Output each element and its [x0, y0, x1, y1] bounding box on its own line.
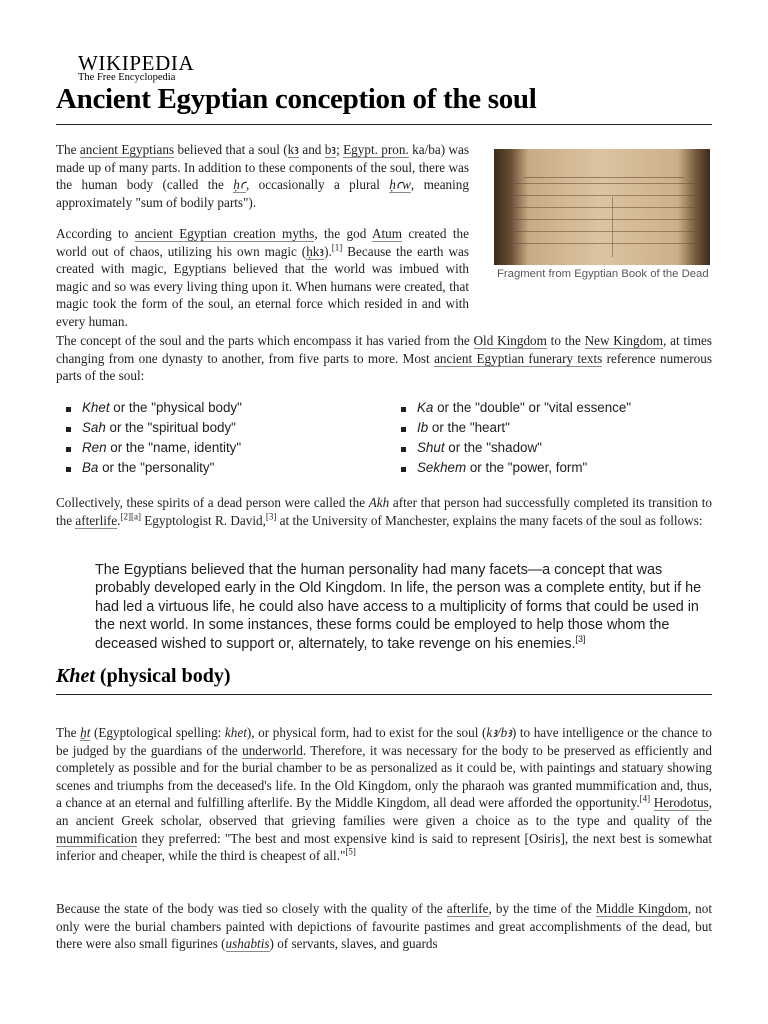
book-of-the-dead-image[interactable] — [494, 149, 710, 265]
link-middle-kingdom[interactable]: Middle Kingdom — [595, 901, 688, 916]
list-item: Ren or the "name, identity" — [60, 438, 242, 458]
section-heading-khet: Khet (physical body) — [56, 665, 231, 687]
reference-2[interactable]: [2] — [120, 511, 131, 522]
link-herodotus[interactable]: Herodotus — [653, 795, 709, 811]
soul-parts-list-left — [60, 398, 242, 478]
page-title: Ancient Egyptian conception of the soul — [56, 83, 537, 115]
list-item: Ka or the "double" or "vital essence" — [395, 398, 631, 418]
list-item: Khet or the "physical body" — [60, 398, 242, 418]
link-creation-myths[interactable]: ancient Egyptian creation myths — [134, 226, 315, 241]
reference-3[interactable]: [3] — [265, 511, 277, 522]
link-underworld[interactable]: underworld — [242, 742, 303, 758]
reference-3-quote[interactable]: [3] — [575, 633, 586, 644]
link-afterlife[interactable]: afterlife — [75, 512, 118, 528]
link-ushabtis[interactable]: ushabtis — [225, 936, 270, 952]
image-caption: Fragment from Egyptian Book of the Dead — [497, 268, 709, 280]
khet-paragraph-1: The ẖt (Egyptological spelling: khet), or physical form, had to exist for the soul (kꜣ/bꜣ) to have intelligence or the chance to be judged by the guardians of the underworld. Therefore, it was necessary for the body to be preserved as efficiently and completely as possible and for the burial chamber to be as personalized as it could be, with paintings and statuary showing scenes and triumphs from the deceased's life. In the Old Kingdom, only the pharaoh was granted mummification and, thus, a chance at an eternal and fulfilling afterlife. By the Middle Kingdom, all dead were afforded the opportunity.[4] Herodotus, an ancient Greek scholar, observed that grieving families were given a choice as to the type and quality of the mummification they preferred: "The best and most expensive kind is said to represent [Osiris], the next best is somewhat inferior and cheaper, while the third is cheapest of all."[5] — [56, 725, 712, 864]
wikipedia-tagline: The Free Encyclopedia — [78, 72, 176, 83]
link-afterlife-2[interactable]: afterlife — [446, 901, 489, 916]
reference-1[interactable]: [1] — [331, 242, 343, 253]
list-item: Shut or the "shadow" — [395, 438, 631, 458]
link-atum[interactable]: Atum — [371, 226, 403, 241]
link-k3[interactable]: kꜣ — [287, 142, 299, 157]
block-quote: The Egyptians believed that the human personality had many facets—a concept that was probably developed early in the Old Kingdom. In life, the person was a complete entity, but if he had led a virtuous life, he could also have access to a multiplicity of forms that could be used in the next world. In some instances, these forms could be employed to help those whom the deceased wished to support or, alternately, to take revenge on his enemies.[3] — [95, 562, 702, 652]
intro-paragraph-1: The ancient Egyptians believed that a soul (kꜣ and bꜣ; Egypt. pron. ka/ba) was made up of many parts. In addition to these components of the soul, there was the human body (called the ḥꜥ, occasionally a plural ḥꜥw, meaning approximately "sum of bodily parts"). — [56, 142, 469, 210]
wikipedia-wordmark[interactable]: WIKIPEDIA — [78, 51, 195, 75]
soul-parts-list-right — [395, 398, 631, 478]
link-hw[interactable]: ḥꜥw — [389, 177, 411, 193]
intro-paragraph-2: According to ancient Egyptian creation myths, the god Atum created the world out of chaos, utilizing his own magic (ḥkꜣ).[1] Because the earth was created with magic, Egyptians believed that the world was imbued with magic and so was every living thing upon it. When humans were created, that magic took the form of the soul, an eternal force which resided in and with every human. — [56, 226, 469, 329]
link-hk3[interactable]: ḥkꜣ — [306, 243, 325, 259]
link-old-kingdom[interactable]: Old Kingdom — [473, 333, 547, 348]
note-a[interactable]: [a] — [130, 511, 141, 522]
list-item: Sekhem or the "power, form" — [395, 458, 631, 478]
khet-paragraph-2: Because the state of the body was tied so closely with the quality of the afterlife, by the time of the Middle Kingdom, not only were the burial chambers painted with depictions of favourite pastimes and great accomplishments of the dead, but there were also small figurines (ushabtis) of servants, slaves, and guards — [56, 901, 712, 952]
link-ht[interactable]: ẖt — [80, 725, 91, 740]
link-funerary-texts[interactable]: ancient Egyptian funerary texts — [434, 350, 603, 366]
collective-paragraph: Collectively, these spirits of a dead person were called the Akh after that person had successfully completed its transition to the afterlife.[2][a] Egyptologist R. David,[3] at the University of Manchester, explains the many facets of the soul as follows: — [56, 495, 712, 528]
list-item: Ib or the "heart" — [395, 418, 631, 438]
title-divider — [56, 124, 712, 125]
list-item: Ba or the "personality" — [60, 458, 242, 478]
link-ancient-egyptians[interactable]: ancient Egyptians — [79, 142, 175, 157]
intro-paragraph-3: The concept of the soul and the parts which encompass it has varied from the Old Kingdom to the New Kingdom, at times changing from one dynasty to another, from five parts to more. Most ancient Egyptian funerary texts reference numerous parts of the soul: — [56, 333, 712, 384]
link-b3[interactable]: bꜣ — [324, 142, 337, 157]
link-new-kingdom[interactable]: New Kingdom — [584, 333, 664, 348]
link-egypt-pron[interactable]: Egypt. pron. — [343, 142, 409, 157]
list-item: Sah or the "spiritual body" — [60, 418, 242, 438]
section-divider — [56, 694, 712, 695]
reference-5[interactable]: [5] — [345, 846, 356, 857]
reference-4[interactable]: [4] — [639, 793, 651, 804]
link-mummification[interactable]: mummification — [56, 830, 138, 846]
link-hr[interactable]: ḥꜥ — [233, 177, 247, 193]
